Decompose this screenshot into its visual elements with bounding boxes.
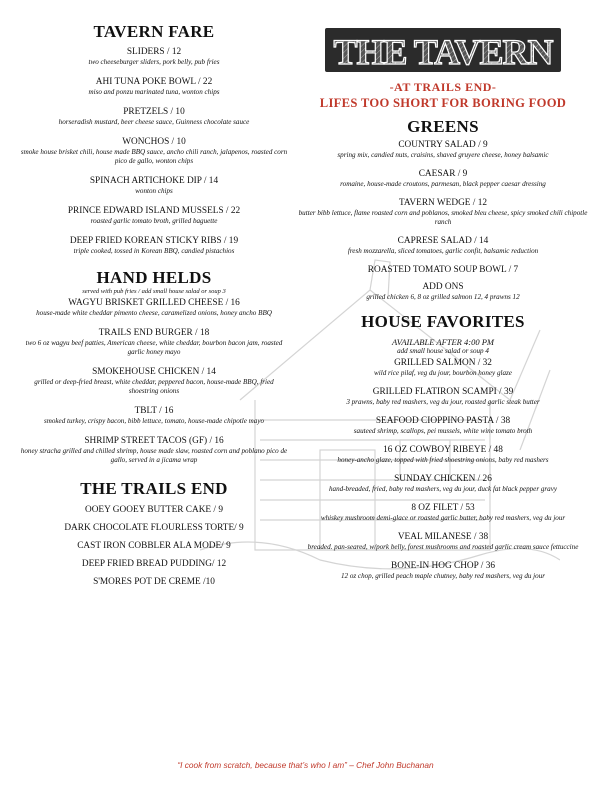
- menu-item-name: SEAFOOD CIOPPINO PASTA / 38: [375, 416, 511, 426]
- menu-item-name: SLIDERS / 12: [126, 47, 182, 57]
- menu-item: [20, 137, 288, 166]
- menu-item: [293, 169, 593, 189]
- hand-helds-list: [20, 298, 288, 465]
- menu-item-name: COUNTRY SALAD / 9: [398, 140, 488, 150]
- svg-text:THE TAVERN: THE TAVERN: [333, 32, 553, 72]
- menu-item: [293, 140, 593, 160]
- house-favorites-heading: HOUSE FAVORITES: [361, 312, 525, 331]
- menu-item: [20, 406, 288, 426]
- menu-item-desc: romaine, house-made croutons, parmesan, black pepper caesar dressing: [340, 180, 546, 188]
- menu-item: [293, 198, 593, 227]
- menu-item-desc: whiskey mushroom demi-glace or roasted garlic butter, baby red mashers, veg du jour: [320, 514, 566, 522]
- menu-item: [20, 236, 288, 256]
- menu-item-name: ROASTED TOMATO SOUP BOWL / 7: [367, 265, 519, 275]
- menu-item-name: WAGYU BRISKET GRILLED CHEESE / 16: [68, 298, 240, 308]
- menu-item-desc: sauteed shrimp, scallops, pei mussels, white wine tomato broth: [353, 427, 533, 435]
- dessert-item: DEEP FRIED BREAD PUDDING/ 12: [81, 559, 227, 569]
- add-ons: [293, 282, 593, 302]
- menu-item: [293, 358, 593, 378]
- add-ons-desc: grilled chicken 6, 8 oz grilled salmon 12, 4 prawns 12: [366, 293, 520, 301]
- menu-item-name: GRILLED SALMON / 32: [394, 358, 492, 368]
- menu-item: [20, 77, 288, 97]
- menu-item-desc: butter bibb lettuce, flame roasted corn and poblanos, smoked bleu cheese, spicy smoked chili chipotle ranch: [298, 209, 588, 226]
- menu-item: [293, 387, 593, 407]
- menu-item-desc: smoked turkey, crispy bacon, bibb lettuce, tomato, house-made chipotle mayo: [43, 417, 265, 425]
- menu-item: [293, 416, 593, 436]
- chef-quote: “I cook from scratch, because that’s who I am” – Chef John Buchanan: [177, 760, 434, 770]
- dessert-item: CAST IRON COBBLER ALA MODE/ 9: [77, 541, 231, 551]
- left-column: [20, 22, 288, 587]
- menu-item: [293, 474, 593, 494]
- menu-item: [20, 176, 288, 196]
- trails-end-heading: THE TRAILS END: [80, 479, 228, 498]
- menu-item: [20, 47, 288, 67]
- menu-item-desc: breaded. pan-seared, w/pork belly, forest mushrooms and roasted garlic cream sauce fettuccine: [307, 543, 579, 551]
- menu-item-desc: triple cooked, tossed in Korean BBQ, candied pistachios: [73, 247, 235, 255]
- menu-item-desc: miso and ponzu marinated tuna, wonton chips: [88, 88, 220, 96]
- menu-item-desc: honey stracha grilled and chilled shrimp, house made slaw, roasted corn and poblano pico de gallo, served in a jicama wrap: [20, 447, 288, 464]
- menu-item-name: TBLT / 16: [134, 406, 174, 416]
- menu-item-desc: honey-ancho glaze, topped with fried shoestring onions, baby red mashers: [337, 456, 549, 464]
- menu-item: [20, 367, 288, 396]
- menu-item: [293, 265, 593, 276]
- tagline-boring-food: LIFES TOO SHORT FOR BORING FOOD: [319, 96, 567, 110]
- menu-item-desc: 3 prawns, baby red mashers, veg du jour, roasted garlic steak butter: [346, 398, 540, 406]
- menu-item: [20, 298, 288, 318]
- menu-item-name: TAVERN WEDGE / 12: [398, 198, 487, 208]
- menu-item-name: CAESAR / 9: [418, 169, 468, 179]
- menu-item: [20, 107, 288, 127]
- menu-item-name: WONCHOS / 10: [122, 137, 186, 147]
- menu-item-name: SMOKEHOUSE CHICKEN / 14: [92, 367, 216, 377]
- menu-item-name: SUNDAY CHICKEN / 26: [394, 474, 492, 484]
- menu-item: [293, 236, 593, 256]
- logo-graphic: [323, 22, 563, 78]
- menu-item-desc: wonton chips: [135, 187, 173, 195]
- menu-item-desc: roasted garlic tomato broth, grilled baguette: [90, 217, 218, 225]
- menu-item-name: PRETZELS / 10: [123, 107, 185, 117]
- menu-item-desc: two cheeseburger sliders, pork belly, pub fries: [88, 58, 220, 66]
- hand-helds-note: served with pub fries / add small house salad or soup 3: [82, 288, 226, 295]
- menu-item-desc: wild rice pilaf, veg du jour, bourbon honey glaze: [374, 369, 512, 377]
- menu-item: [20, 328, 288, 357]
- right-column: [293, 22, 593, 581]
- menu-item-desc: two 6 oz wagyu beef patties, American cheese, white cheddar, bourbon bacon jam, roasted garlic honey mayo: [25, 339, 283, 356]
- menu-item-desc: smoke house brisket chili, house made BBQ sauce, ancho chili ranch, jalapenos, roasted corn pico de gallo, wonton chips: [20, 148, 288, 165]
- menu-item-name: PRINCE EDWARD ISLAND MUSSELS / 22: [67, 206, 241, 216]
- menu-item-name: AHI TUNA POKE BOWL / 22: [95, 77, 213, 87]
- available-note: add small house salad or soup 4: [397, 347, 489, 355]
- dessert-item: S'MORES POT DE CREME /10: [93, 577, 215, 587]
- trails-end-list: [20, 505, 288, 587]
- available-after: AVAILABLE AFTER 4:00 PM: [392, 337, 494, 347]
- menu-item-name: DEEP FRIED KOREAN STICKY RIBS / 19: [69, 236, 239, 246]
- greens-heading: GREENS: [407, 117, 479, 136]
- menu-item-desc: spring mix, candied nuts, craisins, shaved gruyere cheese, honey balsamic: [337, 151, 549, 159]
- tavern-fare-list: [20, 47, 288, 256]
- hand-helds-heading: HAND HELDS: [96, 268, 212, 287]
- menu-item: [20, 436, 288, 465]
- menu-item-desc: house-made white cheddar pimento cheese, caramelized onions, honey ancho BBQ: [36, 309, 272, 317]
- menu-item-desc: horseradish mustard, beer cheese sauce, Guinness chocolate sauce: [58, 118, 250, 126]
- menu-item-desc: fresh mozzarella, sliced tomatoes, garlic confit, balsamic reduction: [347, 247, 539, 255]
- menu-item-name: SHRIMP STREET TACOS (GF) / 16: [84, 436, 224, 446]
- menu-item-name: CAPRESE SALAD / 14: [397, 236, 489, 246]
- menu-item-desc: hand-breaded, fried, baby red mashers, veg du jour, duck fat black pepper gravy: [329, 485, 557, 493]
- menu-item: [293, 532, 593, 552]
- menu-item: [293, 561, 593, 581]
- menu-item-desc: 12 oz chop, grilled peach maple chutney, baby red mashers, veg du jour: [340, 572, 546, 580]
- tavern-logo: [293, 22, 593, 80]
- menu-item-name: GRILLED FLATIRON SCAMPI / 39: [372, 387, 514, 397]
- add-ons-title: ADD ONS: [422, 282, 464, 292]
- menu-item-desc: grilled or deep-fried breast, white cheddar, peppered bacon, house-made BBQ, fried shoestring onions: [34, 378, 274, 395]
- tavern-fare-heading: TAVERN FARE: [93, 22, 215, 41]
- menu-item-name: TRAILS END BURGER / 18: [98, 328, 210, 338]
- tagline-trails-end: -AT TRAILS END-: [389, 80, 497, 94]
- menu-item: [20, 206, 288, 226]
- menu-item-name: SPINACH ARTICHOKE DIP / 14: [89, 176, 219, 186]
- dessert-item: OOEY GOOEY BUTTER CAKE / 9: [85, 505, 223, 515]
- menu-item-name: 8 OZ FILET / 53: [411, 503, 475, 513]
- dessert-item: DARK CHOCOLATE FLOURLESS TORTE/ 9: [64, 523, 244, 533]
- menu-item-name: VEAL MILANESE / 38: [397, 532, 489, 542]
- menu-item: [293, 503, 593, 523]
- house-favorites-list: [293, 358, 593, 581]
- greens-list: [293, 140, 593, 276]
- menu-item-name: BONE-IN HOG CHOP / 36: [391, 561, 495, 571]
- menu-item-name: 16 OZ COWBOY RIBEYE / 48: [383, 445, 503, 455]
- menu-item: [293, 445, 593, 465]
